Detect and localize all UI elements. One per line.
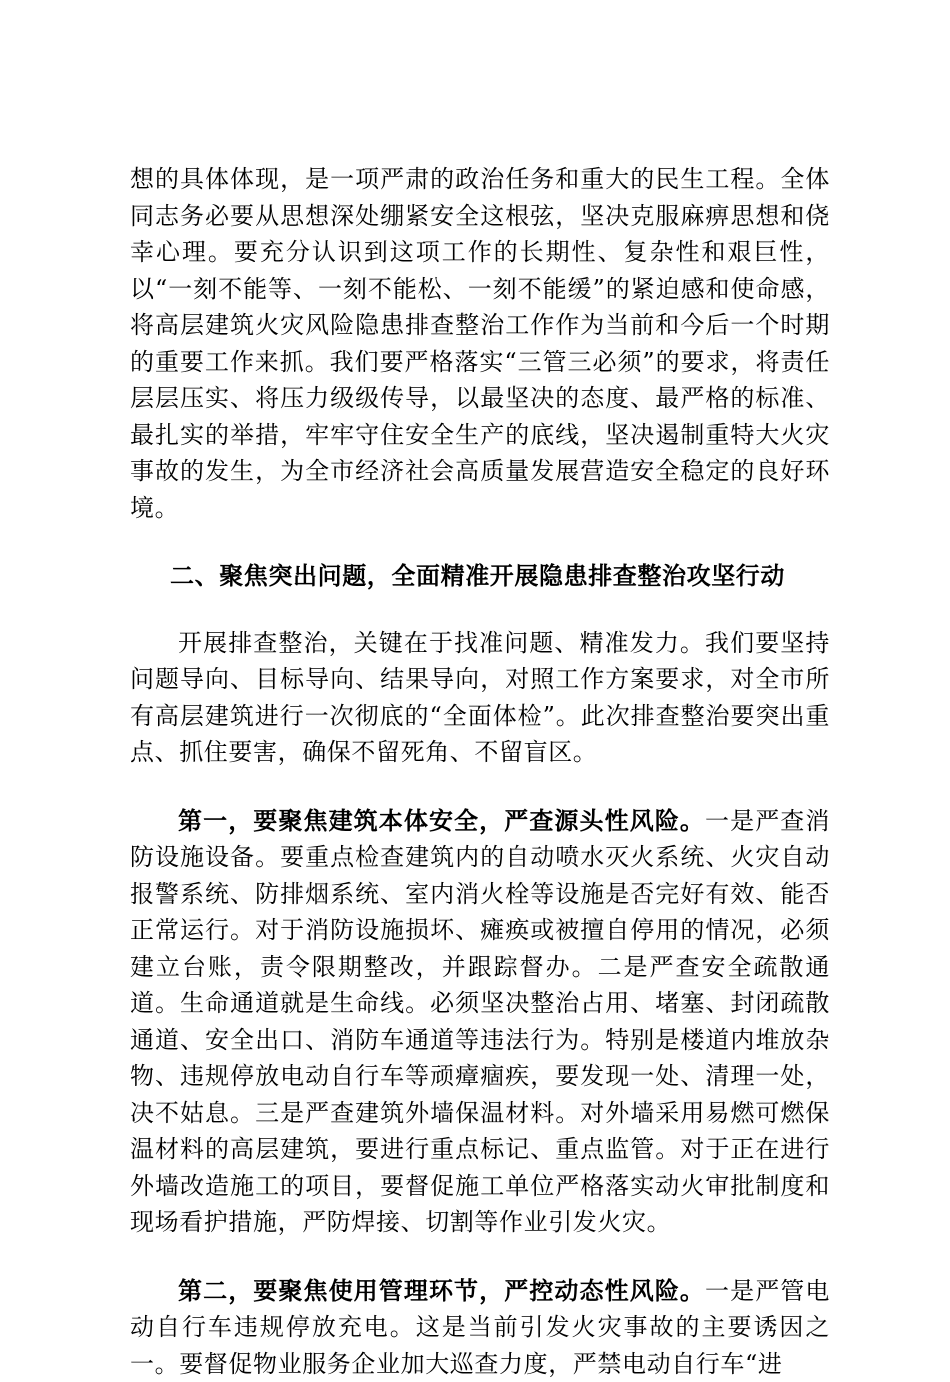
paragraph-intro: 开展排查整治，关键在于找准问题、精准发力。我们要坚持问题导向、目标导向、结果导向，对照工作方案要求，对全市所有高层建筑进行一次彻底的“全面体检”。此次排查整治要突出重点、抓住要害，确保不留死角、不留盲区。 [130, 625, 830, 771]
section-heading-2: 二、聚焦突出问题，全面精准开展隐患排查整治攻坚行动 [130, 558, 830, 595]
paragraph-body-text: 一是严查消防设施设备。要重点检查建筑内的自动喷水灭火系统、火灾自动报警系统、防排烟系统、室内消火栓等设施是否完好有效、能否正常运行。对于消防设施损坏、瘫痪或被擅自停用的情况，必须建立台账，责令限期整改，并跟踪督办。二是严查安全疏散通道。生命通道就是生命线。必须坚决整治占用、堵塞、封闭疏散通道、安全出口、消防车通道等违法行为。特别是楼道内堆放杂物、违规停放电动自行车等顽瘴痼疾，要发现一处、清理一处，决不姑息。三是严查建筑外墙保温材料。对外墙采用易燃可燃保温材料的高层建筑，要进行重点标记、重点监管。对于正在进行外墙改造施工的项目，要督促施工单位严格落实动火审批制度和现场看护措施，严防焊接、切割等作业引发火灾。 [130, 807, 830, 1237]
paragraph-spacer [130, 595, 830, 625]
paragraph-second-point [130, 1273, 830, 1382]
paragraph-spacer [130, 1241, 830, 1273]
paragraph-spacer [130, 771, 830, 803]
paragraph-lead-text: 第二，要聚焦使用管理环节，严控动态性风险。 [178, 1276, 705, 1305]
paragraph-body-text: 一是严管电动自行车违规停放充电。这是当前引发火灾事故的主要诱因之一。要督促物业服务企业加大巡查力度，严禁电动自行车“进 [130, 1277, 830, 1378]
paragraph-first-point [130, 803, 830, 1241]
paragraph-continuation: 想的具体体现，是一项严肃的政治任务和重大的民生工程。全体同志务必要从思想深处绷紧安全这根弦，坚决克服麻痹思想和侥幸心理。要充分认识到这项工作的长期性、复杂性和艰巨性，以“一刻不能等、一刻不能松、一刻不能缓”的紧迫感和使命感，将高层建筑火灾风险隐患排查整治工作作为当前和今后一个时期的重要工作来抓。我们要严格落实“三管三必须”的要求，将责任层层压实、将压力级级传导，以最坚决的态度、最严格的标准、最扎实的举措，牢牢守住安全生产的底线，坚决遏制重特大火灾事故的发生，为全市经济社会高质量发展营造安全稳定的良好环境。 [130, 161, 830, 526]
paragraph-lead-text: 第一，要聚焦建筑本体安全，严查源头性风险。 [178, 806, 705, 835]
document-body [130, 161, 830, 1382]
paragraph-spacer [130, 526, 830, 558]
